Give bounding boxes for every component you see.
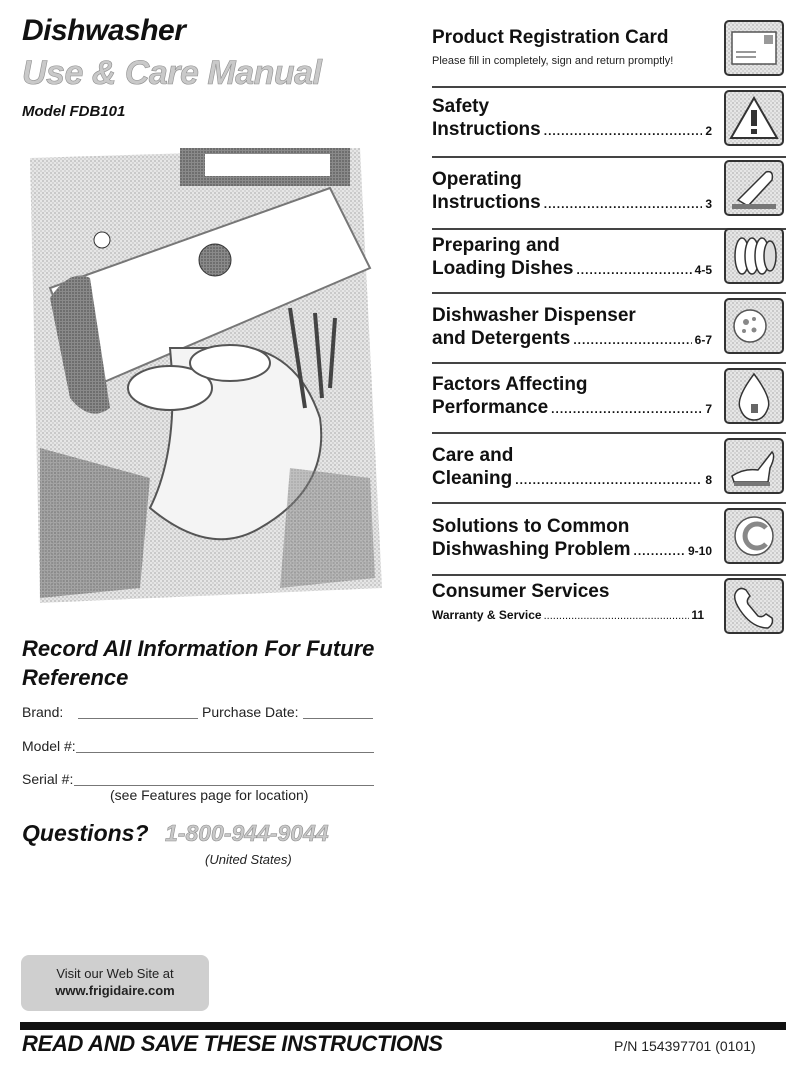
brand-field[interactable]: [78, 718, 198, 719]
detergent-icon: [724, 298, 784, 354]
stacked-dishes-icon: [724, 228, 784, 284]
toc-operating-instructions[interactable]: [432, 168, 722, 216]
toc-divider: [432, 502, 786, 504]
model-number: Model FDB101: [22, 103, 126, 120]
serial-location-note: (see Features page for location): [110, 787, 309, 803]
toc-divider: [432, 432, 786, 434]
toc-title: Dishwasher Dispenser: [432, 305, 636, 326]
water-drop-icon: [724, 368, 784, 424]
toc-title: and Detergents: [432, 328, 571, 349]
toc-subtitle: Please fill in completely, sign and return promptly!: [432, 55, 674, 67]
purchase-date-field[interactable]: [303, 718, 373, 719]
website-intro: Visit our Web Site at: [56, 966, 174, 981]
footer-rule: [20, 1022, 786, 1030]
cleaning-hand-icon: [724, 438, 784, 494]
phone-icon: [724, 578, 784, 634]
brand-label: Brand:: [22, 704, 64, 720]
toc-title: Factors Affecting: [432, 374, 588, 395]
toc-page: 3: [705, 197, 712, 211]
questions-label: Questions?: [22, 820, 149, 846]
toc-title: Operating: [432, 169, 522, 190]
read-save-banner: READ AND SAVE THESE INSTRUCTIONS: [22, 1031, 443, 1056]
toc-divider: [432, 156, 786, 158]
toc-title: Instructions: [432, 119, 541, 140]
serial-field[interactable]: [74, 785, 374, 786]
toc-title: Dishwashing Problem: [432, 539, 631, 560]
toc-page: 6-7: [694, 333, 712, 347]
plate-icon: [724, 508, 784, 564]
toc-divider: [432, 574, 786, 576]
toc-title: Cleaning: [432, 468, 513, 489]
warning-icon: [724, 90, 784, 146]
model-label: Model #:: [22, 738, 76, 754]
phone-number[interactable]: 1-800-944-9044: [165, 820, 329, 846]
dishwasher-illustration: [30, 148, 382, 603]
toc-dispenser-detergents[interactable]: [432, 304, 722, 352]
serial-label: Serial #:: [22, 771, 74, 787]
toc-divider: [432, 86, 786, 88]
toc-consumer-services[interactable]: [432, 580, 722, 622]
record-heading: Record All Information For Future Reference: [22, 636, 375, 690]
toc-page: 7: [705, 402, 712, 416]
toc-solutions-problems[interactable]: [432, 515, 722, 563]
toc-title: Product Registration Card: [432, 27, 669, 48]
toc-title: Safety: [432, 96, 490, 117]
purchase-date-label: Purchase Date:: [202, 704, 299, 720]
toc-page: 9-10: [687, 544, 712, 558]
toc-title: Instructions: [432, 192, 541, 213]
toc-factors-performance[interactable]: [432, 373, 722, 421]
toc-title: Performance: [432, 397, 549, 418]
toc-care-cleaning[interactable]: [432, 444, 722, 492]
toc-title: Preparing and: [432, 235, 560, 256]
registration-card-icon: [724, 20, 784, 76]
phone-region: (United States): [205, 852, 292, 867]
toc-title: Consumer Services: [432, 581, 610, 602]
manual-title: Dishwasher: [22, 14, 186, 47]
toc-preparing-loading[interactable]: [432, 234, 722, 282]
model-field[interactable]: [76, 752, 374, 753]
toc-page: 2: [705, 124, 712, 138]
toc-product-registration[interactable]: [432, 26, 722, 67]
toc-title: Loading Dishes: [432, 258, 574, 279]
website-link[interactable]: www.frigidaire.com: [55, 983, 175, 998]
finger-press-icon: [724, 160, 784, 216]
toc-page: 4-5: [694, 263, 712, 277]
toc-safety-instructions[interactable]: [432, 95, 722, 143]
toc-divider: [432, 362, 786, 364]
toc-title: Care and: [432, 445, 514, 466]
toc-title: Solutions to Common: [432, 516, 630, 537]
website-box: [21, 955, 209, 1011]
toc-page: 8: [705, 473, 712, 487]
toc-sub-label: Warranty & Service: [432, 608, 542, 622]
part-number: P/N 154397701 (0101): [614, 1038, 756, 1054]
manual-subtitle: Use & Care Manual: [22, 54, 322, 92]
toc-page: 11: [691, 608, 704, 622]
toc-divider: [432, 292, 786, 294]
